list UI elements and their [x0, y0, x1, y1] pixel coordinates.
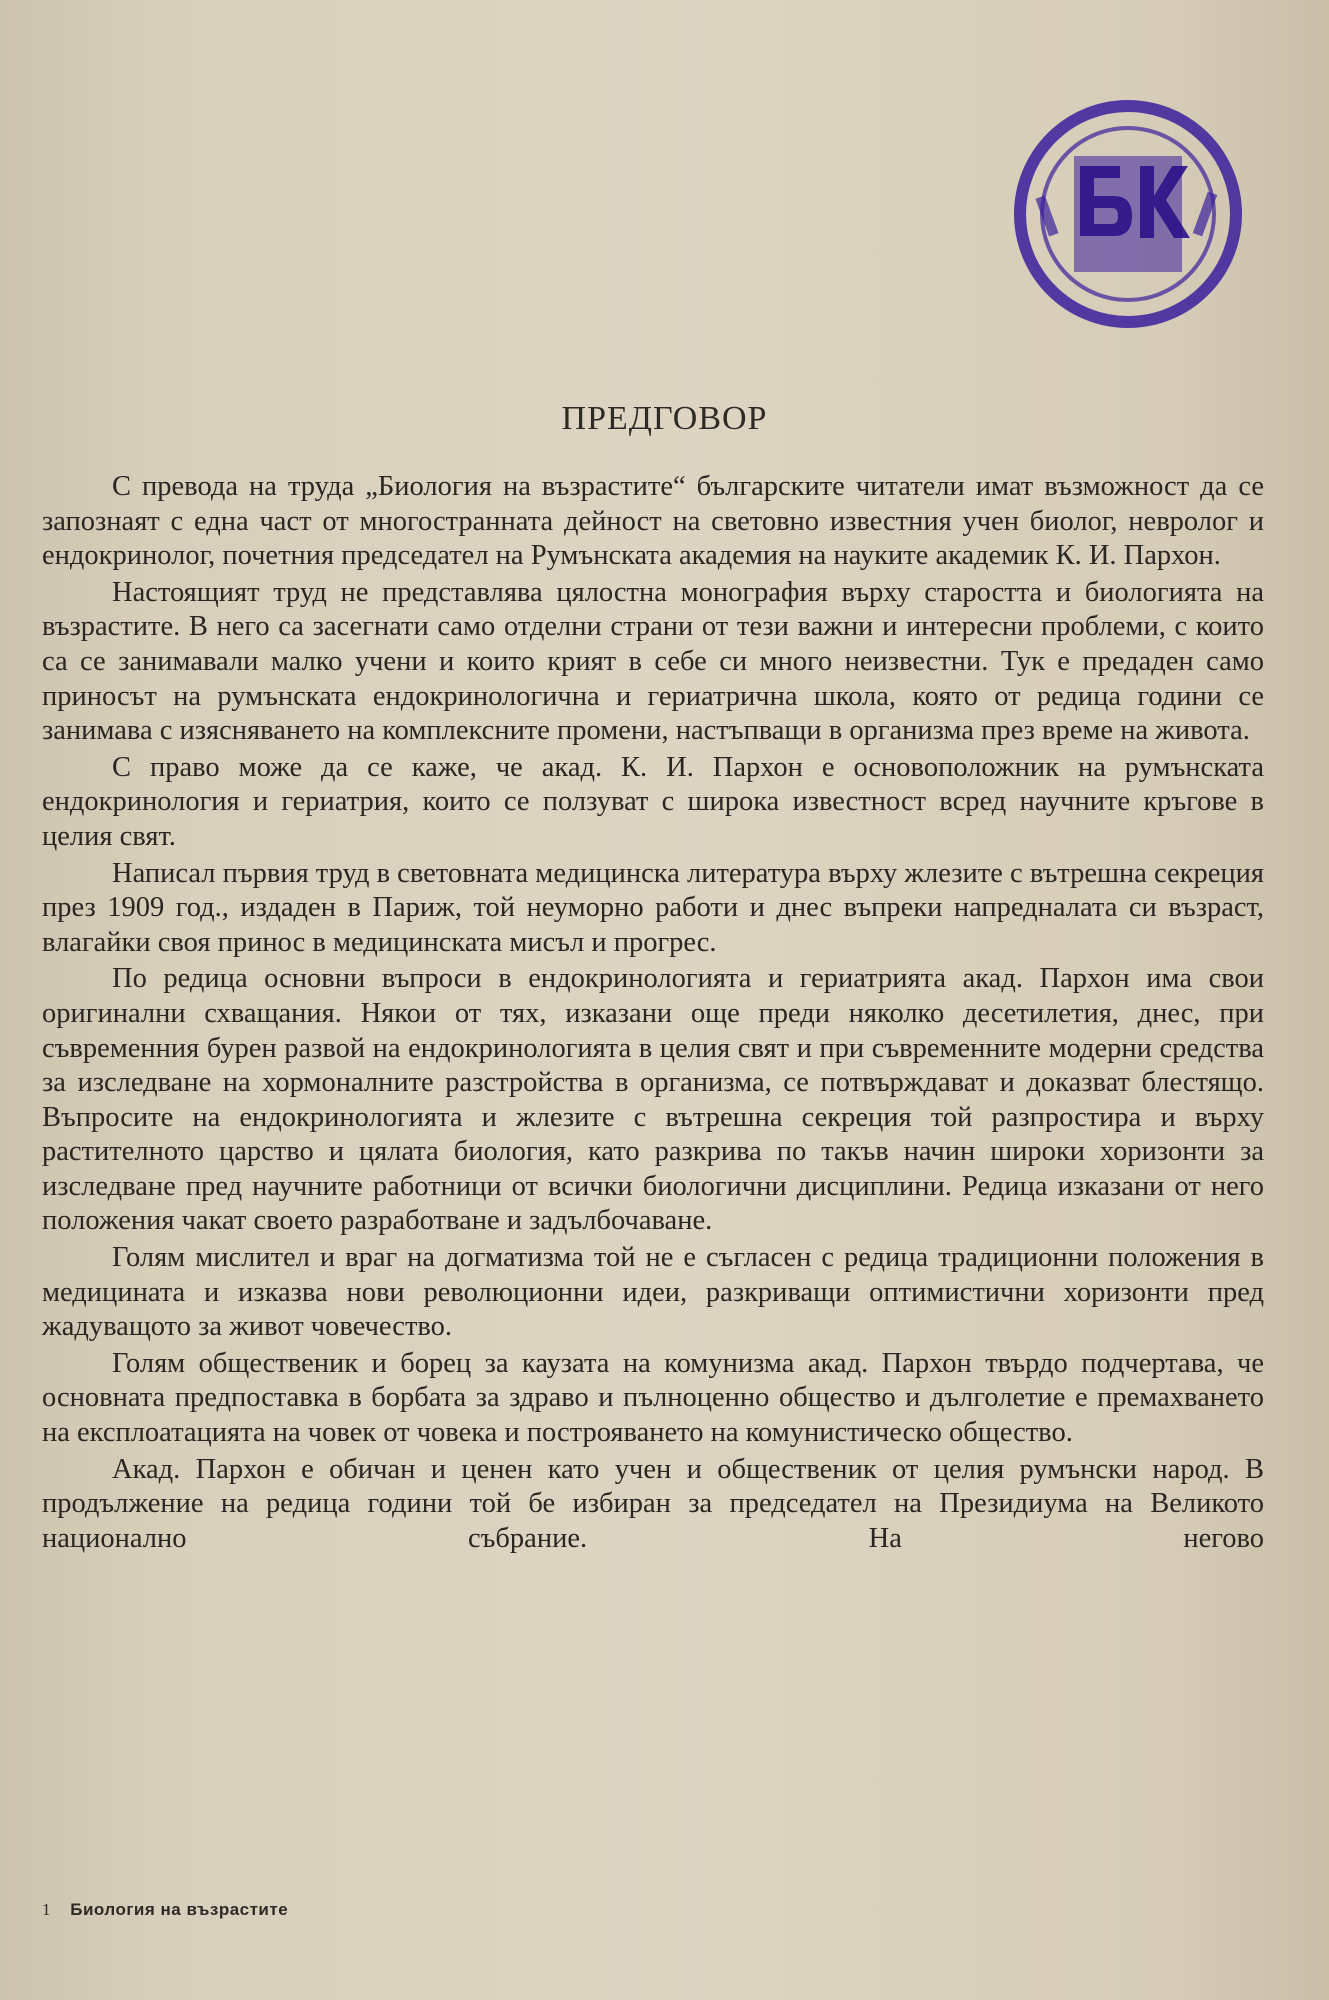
paragraph-7: Голям общественик и борец за каузата на комунизма акад. Пархон твърдо подчертава, че основната предпоставка в борбата за здраво и пълноценно общество и дълголетие е премахването на експлоатацията на човек от човека и построяването на комунистическо общество. — [42, 1347, 1264, 1449]
paragraph-6: Голям мислител и враг на догматизма той не е съгласен с редица традиционни положения в медицината и изказва нови революционни идеи, разкриващи оптимистични хоризонти пред жадуващото за живот човечество. — [42, 1242, 1264, 1343]
signature-number: 1 — [42, 1900, 51, 1919]
stamp-left-mark — [1035, 195, 1058, 236]
page-footer — [42, 1900, 288, 1920]
page-title: ПРЕДГОВОР — [561, 400, 768, 437]
body-text — [42, 470, 1264, 1558]
paragraph-1: С превода на труда „Биология на възрастите“ българските читатели имат възможност да се запознаят с една част от многостранната дейност на световно известния учен биолог, невролог и ендокринолог, почетния председател на Румънската академия на науките академик К. И. Пархон. — [42, 471, 1264, 572]
running-title: Биология на възрастите — [70, 1900, 289, 1919]
library-stamp — [1010, 96, 1246, 332]
paragraph-8: Акад. Пархон е обичан и ценен като учен и общественик от целия румънски народ. В продължение на редица години той бе избиран за председател на Президиума на Великото национално събрание. На негово — [42, 1453, 1264, 1554]
paragraph-3: С право може да се каже, че акад. К. И. Пархон е основоположник на румънската ендокринология и гериатрия, които се ползуват с широка известност всред научните кръгове в целия свят. — [42, 751, 1264, 852]
paragraph-4: Написал първия труд в световната медицинска литература върху жлезите с вътрешна секреция през 1909 год., издаден в Париж, той неуморно работи и днес въпреки напредналата си възраст, влагайки своя принос в медицинската мисъл и прогрес. — [42, 857, 1264, 958]
paragraph-2: Настоящият труд не представлява цялостна монография върху старостта и биологията на възрастите. В него са засегнати само отделни страни от тези важни и интересни проблеми, с които са се занимавали малко учени и които крият в себе си много неизвестни. Тук е предаден само приносът на румънската ендокринологична и гериатрична школа, която от редица години се занимава с изясняването на комплексните промени, настъпващи в организма през време на живота. — [42, 576, 1264, 747]
paragraph-5: По редица основни въпроси в ендокринологията и гериатрията акад. Пархон има свои оригинални схващания. Някои от тях, изказани още преди няколко десетилетия, днес, при съвременния бурен развой на ендокринологията в целия свят и при съвременните модерни средства за изследване на хормоналните разстройства в организма, се потвърждават и доказват блестящо. Въпросите на ендокринологията и жлезите с вътрешна секреция той разпростира и върху растителното царство и цялата биология, като разкрива по такъв начин широки хоризонти за изследване пред научните работници от всички биологични дисциплини. Редица изказани от него положения чакат своето разработване и задълбочаване. — [42, 963, 1264, 1237]
